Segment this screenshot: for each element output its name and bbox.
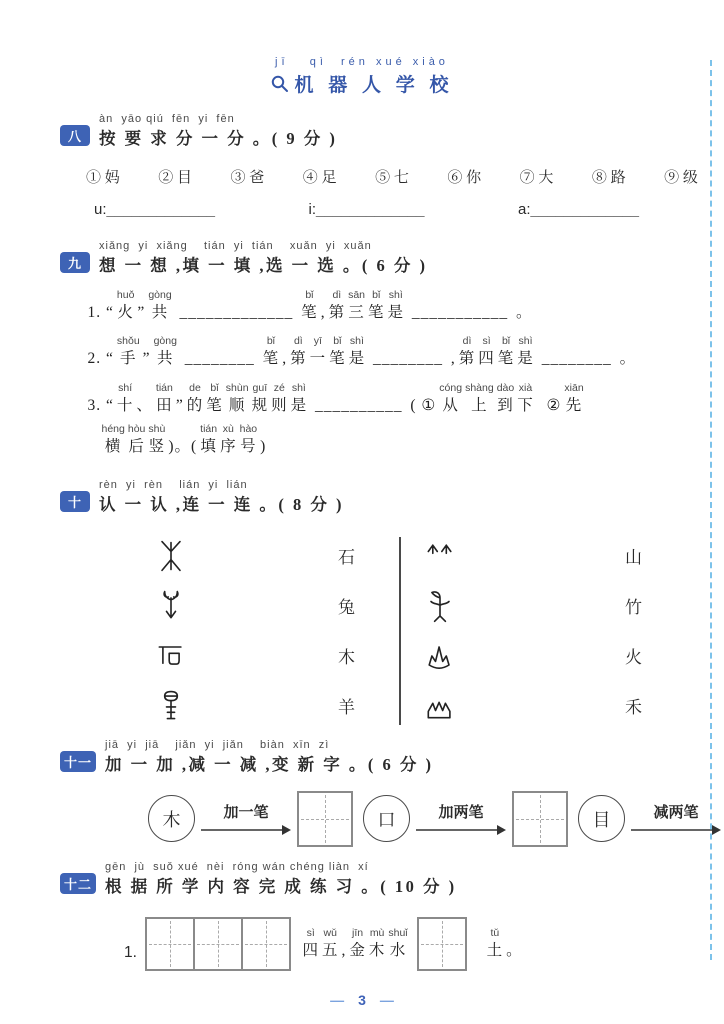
sentence-part-1 bbox=[301, 927, 409, 960]
text-segment: wǔ 五 bbox=[321, 926, 339, 959]
text-segment: cóng 从 bbox=[439, 381, 463, 414]
text-segment: 3. “ bbox=[87, 396, 114, 414]
char-option: ① 妈 bbox=[86, 170, 120, 186]
oracle-stone-icon bbox=[154, 638, 188, 674]
text-segment: , bbox=[450, 350, 456, 368]
match-character: 石 bbox=[338, 548, 355, 567]
text-segment: ② bbox=[536, 396, 562, 414]
character-grid-box bbox=[297, 791, 353, 847]
section-11 bbox=[60, 739, 704, 847]
source-character-circle: 木 bbox=[148, 795, 195, 842]
text-segment: shǒu 手 bbox=[116, 335, 140, 368]
page-number: 3 bbox=[358, 992, 366, 1008]
match-character: 竹 bbox=[625, 598, 642, 617]
question-number: 1. bbox=[124, 943, 137, 961]
text-segment: zé 则 bbox=[271, 381, 288, 414]
match-character: 禾 bbox=[625, 698, 642, 717]
column-divider bbox=[399, 537, 401, 725]
text-segment: )。( bbox=[168, 438, 198, 456]
left-pictograph-column bbox=[154, 537, 188, 725]
answer-blank bbox=[309, 201, 425, 218]
left-character-column bbox=[338, 537, 355, 725]
text-segment: guī 规 bbox=[251, 381, 269, 414]
text-segment: gòng 共 bbox=[153, 335, 177, 368]
section-title: 根 据 所 学 内 容 完 成 练 习 。( 10 分 ) bbox=[105, 876, 457, 896]
text-segment: bǐ 笔 bbox=[262, 335, 280, 368]
text-segment: _____________ bbox=[174, 304, 299, 321]
right-arrow-icon bbox=[630, 822, 722, 836]
oracle-bamboo-icon bbox=[423, 538, 457, 574]
text-segment: shùn 顺 bbox=[225, 381, 249, 414]
section-title: 按 要 求 分 一 分 。( 9 分 ) bbox=[99, 129, 338, 148]
text-segment: bǐ 笔 bbox=[301, 289, 318, 321]
char-option: ⑨ 级 bbox=[664, 170, 698, 186]
arrow-with-label bbox=[630, 801, 722, 836]
text-segment: héng 横 bbox=[101, 423, 125, 456]
text-segment: ___________ bbox=[407, 304, 514, 321]
text-segment: bǐ 笔 bbox=[497, 335, 515, 368]
question-1 bbox=[86, 289, 704, 322]
character-grid-cell bbox=[195, 919, 243, 969]
text-segment: shuǐ 水 bbox=[388, 926, 408, 959]
text-segment: 2. “ bbox=[87, 350, 114, 368]
text-segment: ________ bbox=[179, 350, 260, 368]
oracle-fire-icon bbox=[423, 638, 457, 674]
blank-label: a: bbox=[518, 201, 531, 218]
answer-blanks-row bbox=[94, 201, 639, 218]
text-segment: xù 序 bbox=[220, 423, 237, 456]
match-character: 山 bbox=[625, 548, 642, 567]
text-segment: 、 bbox=[136, 396, 153, 414]
text-segment: 1. “ bbox=[87, 304, 114, 321]
text-segment: de 的 bbox=[186, 381, 204, 414]
text-segment: xià 下 bbox=[517, 381, 534, 414]
arrow-label: 加一笔 bbox=[223, 805, 269, 821]
char-options-row bbox=[86, 166, 698, 187]
text-segment: shù 竖 bbox=[148, 423, 166, 456]
blank-line: _____________ bbox=[316, 201, 425, 218]
source-character-circle: 目 bbox=[578, 795, 625, 842]
oracle-rabbit-icon bbox=[154, 688, 188, 724]
text-segment: shí 十 bbox=[116, 381, 134, 414]
section-8 bbox=[60, 113, 704, 218]
char-option: ④ 足 bbox=[302, 170, 337, 186]
text-segment: mù 木 bbox=[368, 926, 386, 959]
match-character: 火 bbox=[625, 648, 642, 667]
text-segment: ________ bbox=[536, 350, 617, 368]
right-margin-dashed-line bbox=[710, 60, 712, 960]
text-segment: bǐ 笔 bbox=[206, 381, 223, 414]
section-badge: 十 bbox=[60, 491, 90, 512]
match-character: 羊 bbox=[338, 698, 355, 717]
arrow-label: 减两笔 bbox=[653, 805, 699, 821]
stroke-change-unit bbox=[578, 791, 724, 847]
stroke-change-unit bbox=[363, 791, 568, 847]
section-badge: 九 bbox=[60, 252, 90, 273]
text-segment: , bbox=[341, 941, 347, 959]
text-segment: __________ bbox=[310, 396, 408, 414]
section-title: 认 一 认 ,连 一 连 。( 8 分 ) bbox=[99, 494, 344, 514]
text-segment: hào 号 bbox=[239, 423, 258, 456]
section-12 bbox=[60, 861, 704, 971]
text-segment: ” bbox=[137, 304, 146, 321]
section-pinyin: gēn jù suǒ xué nèi róng wán chéng liàn xí bbox=[105, 860, 369, 873]
answer-blank bbox=[94, 201, 215, 218]
char-option: ③ 爸 bbox=[230, 170, 265, 186]
page-title: 机 器 人 学 校 bbox=[294, 75, 454, 96]
match-character: 兔 bbox=[338, 598, 355, 617]
section-10 bbox=[60, 479, 704, 725]
three-cell-grid bbox=[145, 917, 291, 971]
text-segment: 。 bbox=[619, 350, 637, 368]
section-badge: 十一 bbox=[60, 751, 96, 772]
character-grid-box bbox=[512, 791, 568, 847]
section-pinyin: àn yāo qiú fēn yi fēn bbox=[99, 113, 235, 125]
text-segment: ________ bbox=[368, 350, 448, 368]
text-segment: 。 bbox=[516, 304, 533, 321]
char-option: ⑧ 路 bbox=[591, 170, 626, 186]
sentence-part-2 bbox=[485, 927, 524, 960]
text-segment: bǐ 笔 bbox=[368, 289, 385, 321]
text-segment: ) bbox=[260, 438, 267, 456]
page-header bbox=[0, 0, 724, 97]
text-segment: dào 到 bbox=[496, 381, 515, 414]
oracle-mountain-icon bbox=[423, 688, 457, 724]
section-title: 想 一 想 ,填 一 填 ,选 一 选 。( 6 分 ) bbox=[99, 256, 428, 275]
text-segment: ” bbox=[175, 396, 184, 414]
right-pictograph-column bbox=[423, 537, 457, 725]
header-pinyin: jī qì rén xué xiào bbox=[275, 56, 449, 68]
blank-label: i: bbox=[308, 201, 317, 218]
text-segment: ( ① bbox=[410, 396, 437, 414]
section-9 bbox=[60, 240, 704, 457]
char-option: ⑥ 你 bbox=[447, 170, 482, 186]
text-segment: yī 一 bbox=[309, 335, 327, 368]
stroke-change-unit bbox=[148, 791, 353, 847]
text-segment: jīn 金 bbox=[349, 926, 366, 959]
magnifier-icon bbox=[270, 74, 290, 94]
question-2 bbox=[86, 335, 704, 368]
blank-line: _____________ bbox=[106, 201, 215, 218]
section-pinyin: jiā yi jiā jiǎn yi jiǎn biàn xīn zì bbox=[105, 738, 330, 751]
fill-in-exercise-1 bbox=[124, 917, 704, 971]
section-badge: 十二 bbox=[60, 873, 96, 894]
text-segment: ” bbox=[142, 350, 151, 368]
text-segment: xiān 先 bbox=[564, 381, 584, 414]
text-segment: sān 三 bbox=[348, 289, 366, 321]
text-segment: shì 是 bbox=[348, 335, 366, 368]
oracle-sheep-icon bbox=[154, 588, 188, 624]
text-segment: tián 田 bbox=[155, 381, 173, 414]
footer-dash: — bbox=[330, 992, 345, 1008]
text-segment: shàng 上 bbox=[465, 381, 494, 414]
text-segment: shì 是 bbox=[517, 335, 534, 368]
section-pinyin: rèn yi rèn lián yi lián bbox=[99, 478, 248, 491]
text-segment: sì 四 bbox=[302, 926, 319, 959]
text-segment: hòu 后 bbox=[127, 423, 146, 456]
blank-label: u: bbox=[94, 201, 107, 218]
section-pinyin: xiǎng yi xiǎng tián yi tián xuǎn yi xuǎn bbox=[99, 240, 372, 252]
right-character-column bbox=[625, 537, 642, 725]
oracle-grain-icon bbox=[423, 588, 457, 624]
text-segment: gòng 共 bbox=[148, 289, 172, 321]
footer-dash: — bbox=[379, 992, 394, 1008]
char-option: ⑦ 大 bbox=[519, 170, 554, 186]
matching-exercise bbox=[154, 537, 704, 725]
char-option: ② 目 bbox=[158, 170, 193, 186]
character-grid-cell bbox=[243, 919, 289, 969]
text-segment: dì 第 bbox=[328, 289, 346, 321]
blank-line: _____________ bbox=[530, 201, 639, 218]
char-option: ⑤ 七 bbox=[375, 170, 409, 186]
text-segment: tǔ 土 bbox=[486, 926, 504, 959]
arrow-with-label bbox=[415, 801, 507, 836]
text-segment: sì 四 bbox=[478, 335, 495, 368]
character-grid-box bbox=[417, 917, 467, 971]
right-arrow-icon bbox=[200, 822, 292, 836]
arrow-with-label bbox=[200, 801, 292, 836]
question-3-line-1 bbox=[86, 382, 704, 415]
question-3-line-2 bbox=[100, 423, 704, 456]
arrow-label: 加两笔 bbox=[438, 805, 484, 821]
text-segment: huǒ 火 bbox=[116, 289, 135, 321]
section-badge: 八 bbox=[60, 125, 90, 146]
section-title: 加 一 加 ,减 一 减 ,变 新 字 。( 6 分 ) bbox=[105, 754, 434, 774]
page-footer bbox=[0, 992, 724, 1008]
text-segment: shì 是 bbox=[290, 381, 308, 414]
text-segment: 。 bbox=[506, 941, 523, 959]
character-grid-cell bbox=[147, 919, 195, 969]
source-character-circle: 口 bbox=[363, 795, 410, 842]
text-segment: dì 第 bbox=[290, 335, 307, 368]
text-segment: dì 第 bbox=[458, 335, 476, 368]
match-character: 木 bbox=[338, 648, 355, 667]
answer-blank bbox=[518, 201, 639, 218]
text-segment: bǐ 笔 bbox=[329, 335, 346, 368]
stroke-change-exercise bbox=[148, 791, 704, 847]
text-segment: shì 是 bbox=[387, 289, 405, 321]
text-segment: , bbox=[320, 304, 326, 321]
right-arrow-icon bbox=[415, 822, 507, 836]
oracle-tree-icon bbox=[154, 538, 188, 574]
text-segment: , bbox=[282, 350, 288, 368]
text-segment: tián 填 bbox=[200, 423, 218, 456]
